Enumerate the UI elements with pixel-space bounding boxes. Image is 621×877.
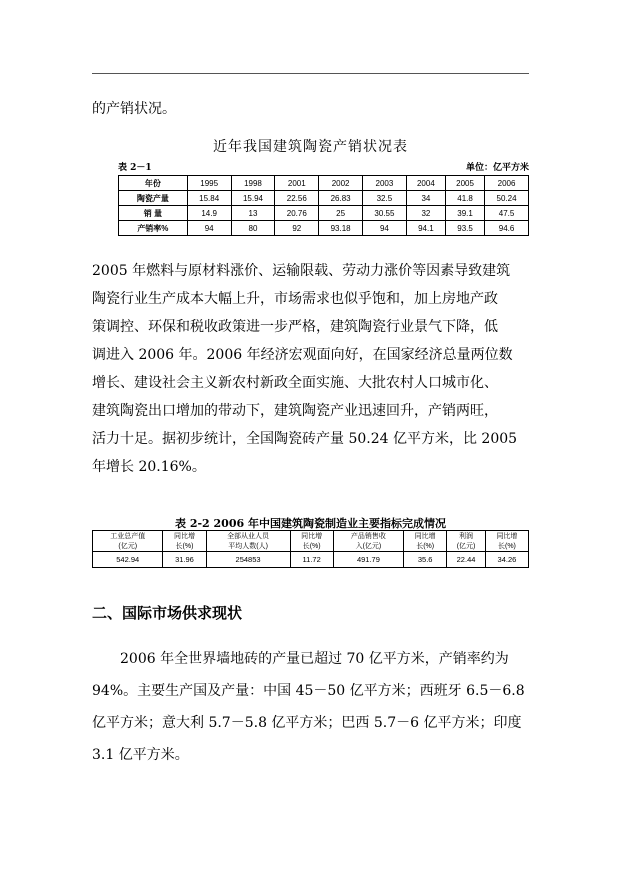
table-cell: 产销率% bbox=[119, 221, 188, 236]
table-cell: 80 bbox=[231, 221, 275, 236]
table-cell: 同比增 长(%) bbox=[290, 531, 333, 552]
table-cell: 30.55 bbox=[363, 206, 407, 221]
table-cell: 工业总产值 (亿元) bbox=[93, 531, 163, 552]
table-cell: 542.94 bbox=[93, 552, 163, 568]
table-cell: 22.44 bbox=[447, 552, 486, 568]
table-cell: 93.5 bbox=[445, 221, 484, 236]
paragraph-line: 活力十足。据初步统计，全国陶瓷砖产量 50.24 亿平方米，比 2005 bbox=[92, 431, 518, 447]
table1-title: 近年我国建筑陶瓷产销状况表 bbox=[213, 139, 408, 155]
table1-caption-right: 单位：亿平方米 bbox=[465, 163, 529, 173]
table1 bbox=[118, 175, 529, 236]
table-cell: 2003 bbox=[363, 176, 407, 191]
table-cell: 2006 bbox=[485, 176, 529, 191]
paragraph-line: 94%。主要生产国及产量：中国 45－50 亿平方米；西班牙 6.5－6.8 bbox=[92, 683, 525, 699]
table-cell: 15.94 bbox=[231, 191, 275, 206]
paragraph-line: 陶瓷行业生产成本大幅上升，市场需求也似乎饱和，加上房地产政 bbox=[92, 291, 498, 307]
table-cell: 2004 bbox=[406, 176, 445, 191]
table-row bbox=[119, 206, 529, 221]
table-cell: 93.18 bbox=[319, 221, 363, 236]
table-cell: 26.83 bbox=[319, 191, 363, 206]
table-cell: 47.5 bbox=[485, 206, 529, 221]
table-cell: 94 bbox=[363, 221, 407, 236]
table-row bbox=[119, 191, 529, 206]
table-cell: 39.1 bbox=[445, 206, 484, 221]
table-cell: 1995 bbox=[187, 176, 231, 191]
table-cell: 25 bbox=[319, 206, 363, 221]
table-cell: 254853 bbox=[206, 552, 290, 568]
table-cell: 15.84 bbox=[187, 191, 231, 206]
table-cell: 94.1 bbox=[406, 221, 445, 236]
header-rule bbox=[92, 73, 529, 74]
table-cell: 32 bbox=[406, 206, 445, 221]
intro-tail: 的产销状况。 bbox=[92, 101, 176, 117]
section-heading: 二、国际市场供求现状 bbox=[92, 604, 243, 622]
table-cell: 50.24 bbox=[485, 191, 529, 206]
table-cell: 94.6 bbox=[485, 221, 529, 236]
table-cell: 32.5 bbox=[363, 191, 407, 206]
table-cell: 1998 bbox=[231, 176, 275, 191]
table2 bbox=[92, 530, 529, 568]
table-cell: 2005 bbox=[445, 176, 484, 191]
paragraph-line: 策调控、环保和税收政策进一步严格，建筑陶瓷行业景气下降，低 bbox=[92, 319, 498, 335]
table1-caption-left: 表 2－1 bbox=[118, 163, 152, 173]
table-cell: 35.6 bbox=[404, 552, 447, 568]
table-row bbox=[93, 552, 529, 568]
table-cell: 利润 (亿元) bbox=[447, 531, 486, 552]
paragraph-line: 调进入 2006 年。2006 年经济宏观面向好，在国家经济总量两位数 bbox=[92, 347, 513, 363]
table-cell: 22.56 bbox=[275, 191, 319, 206]
table-cell: 92 bbox=[275, 221, 319, 236]
paragraph-line: 亿平方米；意大利 5.7－5.8 亿平方米；巴西 5.7－6 亿平方米；印度 bbox=[92, 715, 522, 731]
table-cell: 年份 bbox=[119, 176, 188, 191]
table-cell: 14.9 bbox=[187, 206, 231, 221]
paragraph-line: 3.1 亿平方米。 bbox=[92, 747, 189, 763]
table-cell: 全部从业人员 平均人数(人) bbox=[206, 531, 290, 552]
table-cell: 2002 bbox=[319, 176, 363, 191]
paragraph-line: 年增长 20.16%。 bbox=[92, 459, 206, 475]
table-cell: 产品销售收 入(亿元) bbox=[333, 531, 403, 552]
table-cell: 20.76 bbox=[275, 206, 319, 221]
table-cell: 销 量 bbox=[119, 206, 188, 221]
table2-header-row bbox=[93, 531, 529, 552]
table-cell: 同比增 长(%) bbox=[485, 531, 528, 552]
paragraph-line: 2005 年燃料与原材料涨价、运输限载、劳动力涨价等因素导致建筑 bbox=[92, 263, 511, 279]
paragraph-line: 建筑陶瓷出口增加的带动下，建筑陶瓷产业迅速回升，产销两旺， bbox=[92, 403, 498, 419]
table2-title: 表 2-2 2006 年中国建筑陶瓷制造业主要指标完成情况 bbox=[175, 517, 446, 530]
table-cell: 同比增 长(%) bbox=[163, 531, 206, 552]
table-cell: 2001 bbox=[275, 176, 319, 191]
table-row bbox=[119, 221, 529, 236]
table-cell: 34 bbox=[406, 191, 445, 206]
paragraph-line: 增长、建设社会主义新农村新政全面实施、大批农村人口城市化、 bbox=[92, 375, 498, 391]
table1-header-row bbox=[119, 176, 529, 191]
table-cell: 13 bbox=[231, 206, 275, 221]
table-cell: 41.8 bbox=[445, 191, 484, 206]
table-cell: 34.26 bbox=[485, 552, 528, 568]
table-cell: 94 bbox=[187, 221, 231, 236]
table-cell: 同比增 长(%) bbox=[404, 531, 447, 552]
table-cell: 491.79 bbox=[333, 552, 403, 568]
paragraph-line: 2006 年全世界墙地砖的产量已超过 70 亿平方米，产销率约为 bbox=[120, 651, 509, 667]
table-cell: 31.96 bbox=[163, 552, 206, 568]
table-cell: 陶瓷产量 bbox=[119, 191, 188, 206]
table-cell: 11.72 bbox=[290, 552, 333, 568]
